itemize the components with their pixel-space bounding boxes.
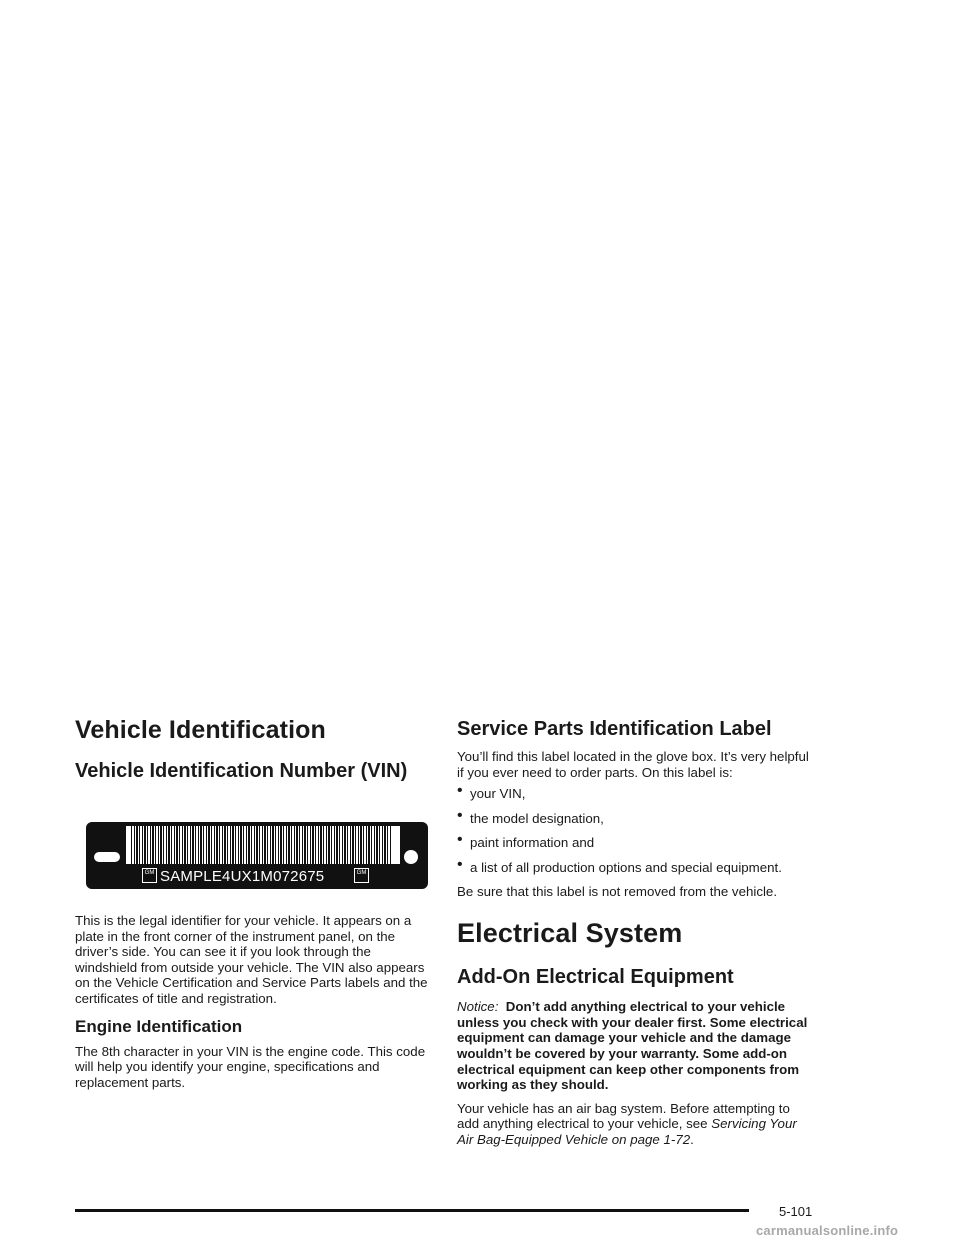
notice-paragraph (457, 999, 815, 1093)
airbag-paragraph: Your vehicle has an air bag system. Before attempting to add anything electrical to your vehicle, see Servicing Your Air Bag-Equipped Vehicle on page 1-72. (457, 1100, 797, 1147)
airbag-reference-link[interactable]: Servicing Your Air Bag-Equipped Vehicle on page 1-72 (457, 1116, 797, 1147)
heading-vehicle-identification: Vehicle Identification (75, 716, 326, 744)
vin-plate-image (86, 822, 428, 889)
service-items-list (457, 786, 815, 875)
heading-electrical-system: Electrical System (457, 918, 683, 949)
watermark: carmanualsonline.info (756, 1223, 899, 1238)
heading-vin: Vehicle Identification Number (VIN) (75, 760, 408, 782)
vin-plate-slot (94, 852, 120, 862)
list-item: • a list of all production options and special equipment. (457, 860, 815, 876)
service-intro: You’ll find this label located in the glove box. It’s very helpful if you ever need to order parts. On this label is: (457, 749, 809, 780)
heading-addon-electrical: Add-On Electrical Equipment (457, 966, 734, 989)
left-column-lower (75, 913, 431, 1090)
engine-paragraph: The 8th character in your VIN is the engine code. This code will help you identify your engine, specifications and replacement parts. (75, 1043, 426, 1090)
heading-engine-identification: Engine Identification (75, 1016, 243, 1036)
list-item: • paint information and (457, 835, 815, 851)
footer-rule (75, 1209, 749, 1212)
right-column (457, 716, 815, 1148)
vin-plate-text: SAMPLE4UX1M072675 (160, 868, 325, 885)
vin-barcode (126, 826, 398, 864)
list-item: • the model designation, (457, 811, 815, 827)
vin-paragraph: This is the legal identifier for your vehicle. It appears on a plate in the front corner of the instrument panel, on the driver’s side. You can see it if you look through the windshield from outside your vehicle. The VIN also appears on the Vehicle Certification and Service Parts labels and the certificates of title and registration. (75, 913, 428, 1006)
left-column (75, 714, 429, 784)
page-number: 5-101 (779, 1204, 813, 1219)
list-item: • your VIN, (457, 786, 815, 802)
service-outro: Be sure that this label is not removed from the vehicle. (457, 883, 778, 899)
gm-logo-icon: GM (354, 868, 369, 883)
gm-logo-icon: GM (142, 868, 157, 883)
heading-service-parts-label: Service Parts Identification Label (457, 718, 772, 740)
notice-label: Notice: (457, 999, 499, 1015)
notice-text: Don’t add anything electrical to your vehicle unless you check with your dealer first. Some electrical equipment can damage your vehicle and the damage wouldn’t be covered by your warranty. Some add-on electrical equipment can keep other components from working as they should. (457, 999, 808, 1093)
vin-plate-hole (404, 850, 418, 864)
